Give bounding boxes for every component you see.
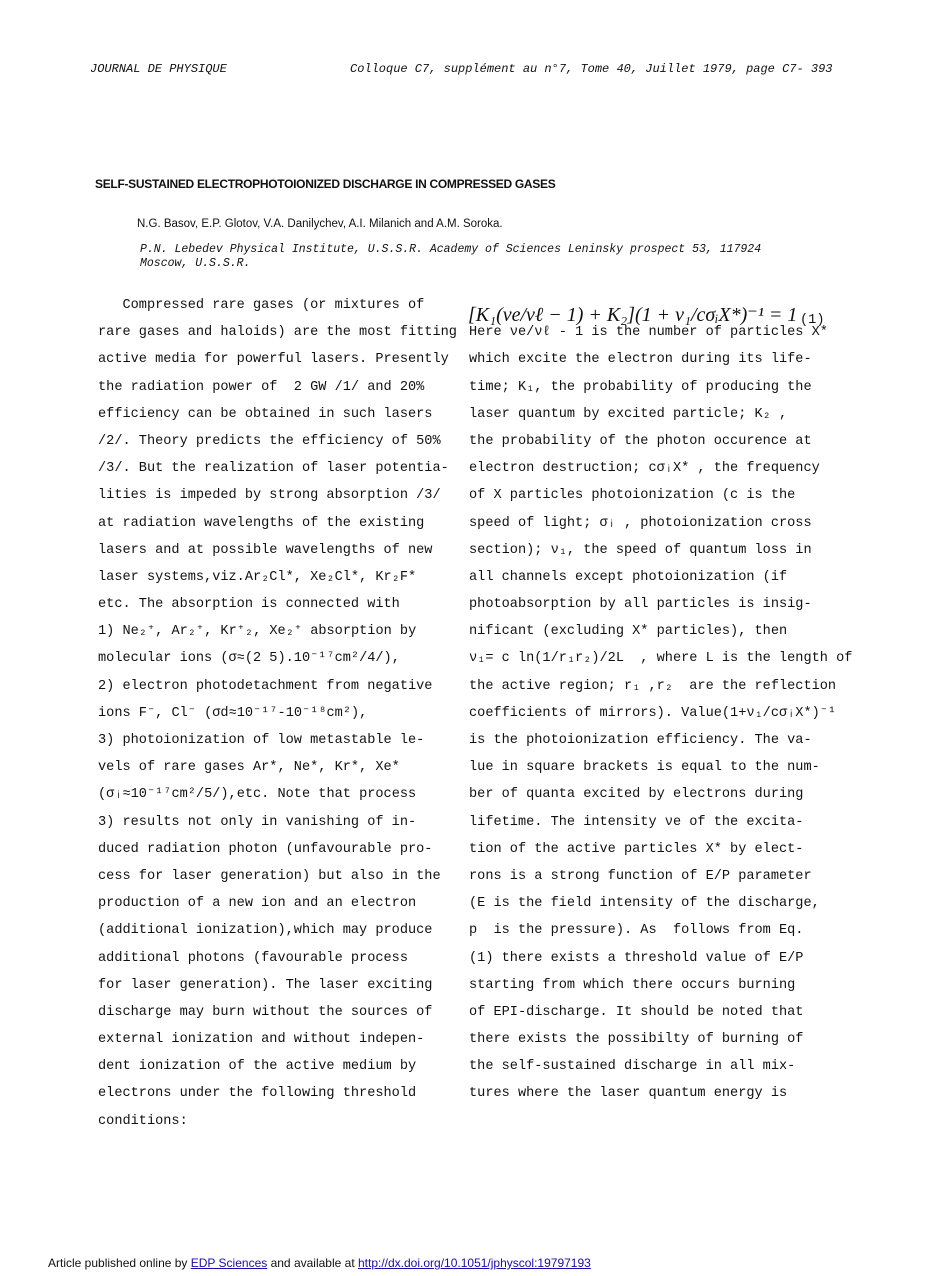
- text-line: electron destruction; cσᵢX* , the frequency: [469, 461, 820, 477]
- text-line: lasers and at possible wavelengths of new: [98, 542, 433, 558]
- text-line: rons is a strong function of E/P parameter: [469, 868, 812, 884]
- text-line: ions F⁻, Cl⁻ (σd≈10⁻¹⁷-10⁻¹⁸cm²),: [98, 705, 368, 721]
- text-line: active media for powerful lasers. Presently: [98, 352, 449, 368]
- paper-title: SELF-SUSTAINED ELECTROPHOTOIONIZED DISCHARGE IN COMPRESSED GASES: [95, 177, 556, 191]
- text-line: molecular ions (σ≈(2 5).10⁻¹⁷cm²/4/),: [98, 651, 400, 667]
- text-line: the radiation power of 2 GW /1/ and 20%: [98, 379, 425, 395]
- text-line: 1) Ne₂⁺, Ar₂⁺, Kr⁺₂, Xe₂⁺ absorption by: [98, 624, 417, 640]
- text-line: /2/. Theory predicts the efficiency of 50%: [98, 433, 441, 449]
- text-line: the probability of the photon occurence at: [469, 433, 812, 449]
- text-line: nificant (excluding X* particles), then: [469, 624, 788, 640]
- text-line: conditions:: [98, 1113, 188, 1129]
- text-line: lities is impeded by strong absorption /3/: [98, 488, 441, 504]
- text-line: starting from which there occurs burning: [469, 977, 796, 993]
- text-line: (additional ionization),which may produce: [98, 923, 433, 939]
- text-line: at radiation wavelengths of the existing: [98, 515, 425, 531]
- footer-prefix: Article published online by: [48, 1256, 191, 1270]
- text-line: (1) there exists a threshold value of E/P: [469, 950, 804, 966]
- text-line: ν₁= c ln(1/r₁r₂)/2L , where L is the length of: [469, 651, 853, 667]
- text-line: Here νe/νℓ - 1 is the number of particles X*: [469, 325, 828, 341]
- text-line: additional photons (favourable process: [98, 950, 408, 966]
- text-line: [469, 292, 839, 319]
- text-line: 3) results not only in vanishing of in-: [98, 814, 417, 830]
- text-line: duced radiation photon (unfavourable pro-: [98, 841, 433, 857]
- body-column-left: [98, 292, 463, 1135]
- equation-1: [K₁(νe/νℓ − 1) + K₂](1 + ν₁/cσᵢX*)⁻¹ = 1: [468, 304, 798, 326]
- text-line: tures where the laser quantum energy is: [469, 1086, 788, 1102]
- text-line: coefficients of mirrors). Value(1+ν₁/cσᵢX*)⁻¹: [469, 705, 837, 721]
- doi-link[interactable]: http://dx.doi.org/10.1051/jphyscol:19797193: [357, 1256, 591, 1270]
- affiliation: P.N. Lebedev Physical Institute, U.S.S.R. Academy of Sciences Leninsky prospect 53, 117924 Moscow, U.S.S.R.: [140, 243, 762, 270]
- text-line: laser quantum by excited particle; K₂ ,: [469, 406, 788, 422]
- text-line: rare gases and haloids) are the most fitting: [98, 325, 457, 341]
- text-line: 3) photoionization of low metastable le-: [98, 733, 425, 748]
- text-line: the self-sustained discharge in all mix-: [469, 1059, 796, 1075]
- body-column-right: [469, 292, 853, 1108]
- text-line: the active region; r₁ ,r₂ are the reflection: [469, 678, 837, 694]
- text-line: discharge may burn without the sources of: [98, 1004, 433, 1020]
- text-line: dent ionization of the active medium by: [98, 1059, 417, 1075]
- author-list: N.G. Basov, E.P. Glotov, V.A. Danilychev, A.I. Milanich and A.M. Soroka.: [137, 218, 503, 230]
- footer-middle: and available at: [267, 1256, 358, 1270]
- text-line: (σᵢ≈10⁻¹⁷cm²/5/),etc. Note that process: [98, 787, 417, 803]
- text-line: speed of light; σᵢ , photoionization cross: [469, 515, 812, 531]
- text-line: electrons under the following threshold: [98, 1086, 417, 1102]
- text-line: /3/. But the realization of laser potentia-: [98, 461, 449, 477]
- text-line: etc. The absorption is connected with: [98, 597, 400, 613]
- text-line: which excite the electron during its life-: [469, 352, 812, 368]
- publication-footer: [48, 1256, 591, 1270]
- text-line: vels of rare gases Ar*, Ne*, Kr*, Xe*: [98, 760, 400, 776]
- text-line: tion of the active particles X* by elect-: [469, 841, 804, 857]
- text-line: production of a new ion and an electron: [98, 896, 417, 912]
- text-line: p is the pressure). As follows from Eq.: [469, 923, 804, 939]
- text-line: Compressed rare gases (or mixtures of: [98, 298, 425, 313]
- equation-number: (1): [800, 313, 825, 328]
- running-head-journal: JOURNAL DE PHYSIQUE: [90, 62, 227, 76]
- text-line: efficiency can be obtained in such lasers: [98, 406, 433, 422]
- text-line: for laser generation). The laser exciting: [98, 977, 433, 993]
- publisher-link[interactable]: EDP Sciences: [190, 1256, 268, 1270]
- running-head-issue: Colloque C7, supplément au n°7, Tome 40, Juillet 1979, page C7- 393: [350, 62, 833, 76]
- text-line: all channels except photoionization (if: [469, 569, 788, 585]
- text-line: time; K₁, the probability of producing the: [469, 379, 812, 395]
- text-line: there exists the possibilty of burning of: [469, 1032, 804, 1048]
- text-line: of EPI-discharge. It should be noted that: [469, 1004, 804, 1020]
- text-line: cess for laser generation) but also in the: [98, 868, 441, 884]
- text-line: 2) electron photodetachment from negative: [98, 678, 433, 694]
- text-line: external ionization and without indepen-: [98, 1032, 425, 1048]
- text-line: lue in square brackets is equal to the num-: [469, 760, 820, 776]
- text-line: is the photoionization efficiency. The va-: [469, 733, 812, 748]
- text-line: lifetime. The intensity νe of the excita-: [469, 814, 804, 830]
- text-line: (E is the field intensity of the discharge,: [469, 896, 820, 912]
- text-line: section); ν₁, the speed of quantum loss in: [469, 542, 812, 558]
- text-line: ber of quanta excited by electrons during: [469, 787, 804, 803]
- text-line: of X particles photoionization (c is the: [469, 488, 796, 504]
- text-line: laser systems,viz.Ar₂Cl*, Xe₂Cl*, Kr₂F*: [98, 569, 417, 585]
- text-line: photoabsorption by all particles is insig-: [469, 597, 812, 613]
